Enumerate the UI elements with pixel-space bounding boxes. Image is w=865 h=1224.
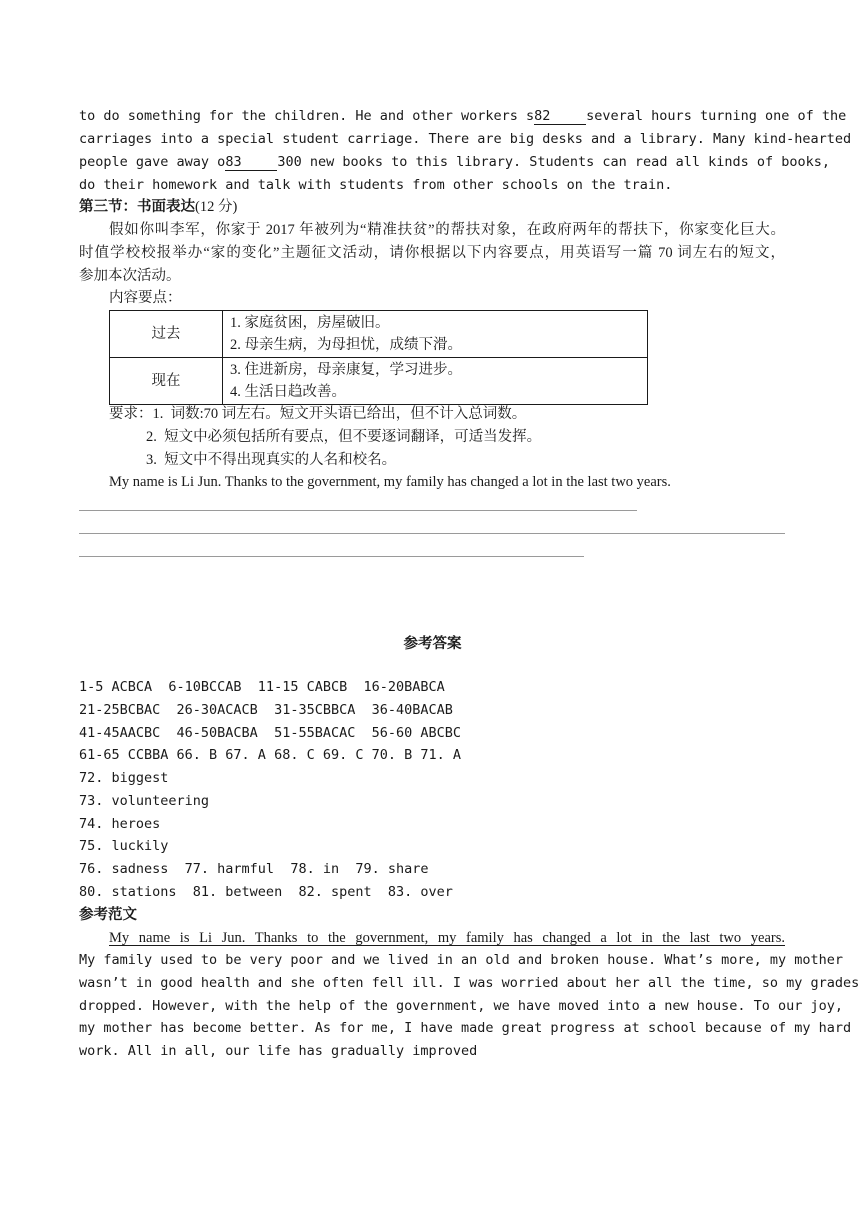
passage-line-1: to do something for the children. He and other workers s82 several hours turning one of the	[79, 108, 847, 124]
writing-line	[79, 556, 584, 557]
writing-line	[79, 533, 785, 534]
answer-line: 74. heroes	[79, 816, 161, 832]
blank-83: 83	[225, 154, 277, 171]
sample-line: wasn’t in good health and she often fell ill. I was worried about her all the time, so my grades	[79, 975, 860, 991]
sample-line: my mother has become better. As for me, I have made great progress at school because of my hard	[79, 1020, 852, 1036]
blank-82: 82	[534, 108, 586, 125]
table-row	[110, 311, 648, 358]
sample-opening: My name is Li Jun. Thanks to the government, my family has changed a lot in the last two years.	[109, 930, 785, 946]
past-label: 过去	[110, 311, 223, 358]
now-points: 3. 住进新房，母亲康复，学习进步。 4. 生活日趋改善。	[223, 358, 648, 405]
prompt-line-2: 时值学校校报举办“家的变化”主题征文活动，请你根据以下内容要点，用英语写一篇 70 词左右的短文，	[79, 245, 785, 261]
sample-line: dropped. However, with the help of the government, we have moved into a new house. To our joy,	[79, 998, 844, 1014]
points-label: 内容要点：	[109, 290, 182, 306]
requirement-3: 3. 短文中不得出现真实的人名和校名。	[146, 452, 397, 468]
requirement-1: 要求：1. 词数:70 词左右。短文开头语已给出，但不计入总词数。	[109, 406, 527, 422]
answer-line: 1-5 ACBCA 6-10BCCAB 11-15 CABCB 16-20BABCA	[79, 679, 445, 695]
passage-line-4: do their homework and talk with students from other schools on the train.	[79, 177, 673, 193]
answer-line: 72. biggest	[79, 770, 169, 786]
section-heading: 第三节：书面表达(12 分)	[79, 199, 238, 215]
now-label: 现在	[110, 358, 223, 405]
answer-line: 75. luckily	[79, 838, 169, 854]
answer-line: 41-45AACBC 46-50BACBA 51-55BACAC 56-60 ABCBC	[79, 725, 462, 741]
answer-line: 73. volunteering	[79, 793, 210, 809]
passage-line-2: carriages into a special student carriage. There are big desks and a library. Many kind-hearted	[79, 131, 852, 147]
writing-line	[79, 510, 637, 511]
requirement-2: 2. 短文中必须包括所有要点，但不要逐词翻译，可适当发挥。	[146, 429, 542, 445]
answers-title: 参考答案	[403, 636, 462, 652]
answer-line: 76. sadness 77. harmful 78. in 79. share	[79, 861, 429, 877]
passage-line-3: people gave away o83 300 new books to this library. Students can read all kinds of books,	[79, 154, 830, 170]
sample-line: My family used to be very poor and we lived in an old and broken house. What’s more, my mother	[79, 952, 844, 968]
answer-line: 61-65 CCBBA 66. B 67. A 68. C 69. C 70. B 71. A	[79, 747, 462, 763]
prompt-line-1: 假如你叫李军，你家于 2017 年被列为“精准扶贫”的帮扶对象，在政府两年的帮扶下，你家变化巨大。	[109, 222, 785, 238]
sample-line: work. All in all, our life has gradually improved	[79, 1043, 478, 1059]
past-points: 1. 家庭贫困，房屋破旧。 2. 母亲生病，为母担忧，成绩下滑。	[223, 311, 648, 358]
content-points-table	[109, 310, 648, 405]
table-row	[110, 358, 648, 405]
sample-heading: 参考范文	[79, 907, 137, 923]
answer-line: 21-25BCBAC 26-30ACACB 31-35CBBCA 36-40BACAB	[79, 702, 453, 718]
essay-opening: My name is Li Jun. Thanks to the government, my family has changed a lot in the last two years.	[109, 474, 671, 490]
prompt-line-3: 参加本次活动。	[79, 268, 181, 284]
answer-line: 80. stations 81. between 82. spent 83. over	[79, 884, 453, 900]
